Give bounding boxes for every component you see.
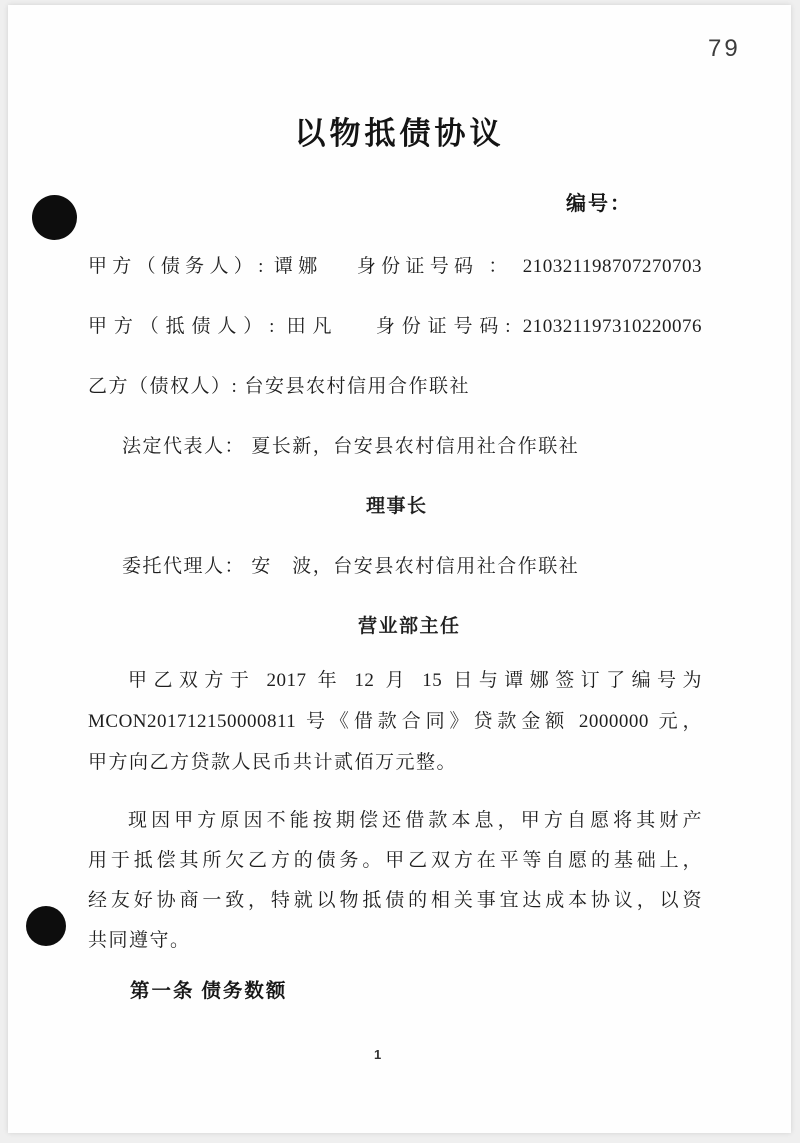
paragraph2-line: 现因甲方原因不能按期偿还借款本息，甲方自愿将其财产 [128,810,702,831]
corner-page-number: 79 [708,35,741,62]
party-line-entrusted-agent: 委托代理人： 安 波，台安县农村信用社合作联社 [122,556,580,577]
party-line-debtor: 甲方（债务人）: 谭娜 身份证号码 ： 210321198707270703 [88,256,702,277]
party-line-chairman-title: 理事长 [366,496,428,517]
paragraph1-line: 甲乙双方于 2017 年 12 月 15 日与谭娜签订了编号为 [128,670,702,691]
paragraph2-line: 经友好协商一致，特就以物抵债的相关事宜达成本协议，以资 [88,890,702,911]
party-line-legal-representative: 法定代表人： 夏长新，台安县农村信用社合作联社 [122,436,580,457]
party-line-property-provider: 甲方（抵债人）: 田凡 身份证号码: 210321197310220076 [88,316,702,337]
paragraph1-line: 甲方向乙方贷款人民币共计贰佰万元整。 [88,752,458,773]
punch-hole-dot-icon [32,195,77,240]
serial-number-label: 编号： [566,193,632,215]
document-page [8,5,791,1133]
footer-page-number: 1 [374,1047,382,1062]
paragraph2-line: 共同遵守。 [88,930,191,951]
document-title: 以物抵债协议 [294,116,505,151]
punch-hole-dot-icon [26,906,66,946]
paragraph2-line: 用于抵偿其所欠乙方的债务。甲乙双方在平等自愿的基础上， [88,850,702,871]
paragraph1-line: MCON201712150000811 号《借款合同》贷款金额 2000000 元， [88,711,702,732]
party-line-sales-director-title: 营业部主任 [358,616,461,637]
section-heading-article-1: 第一条 债务数额 [130,981,288,1002]
party-line-creditor: 乙方（债权人）: 台安县农村信用合作联社 [88,376,471,397]
